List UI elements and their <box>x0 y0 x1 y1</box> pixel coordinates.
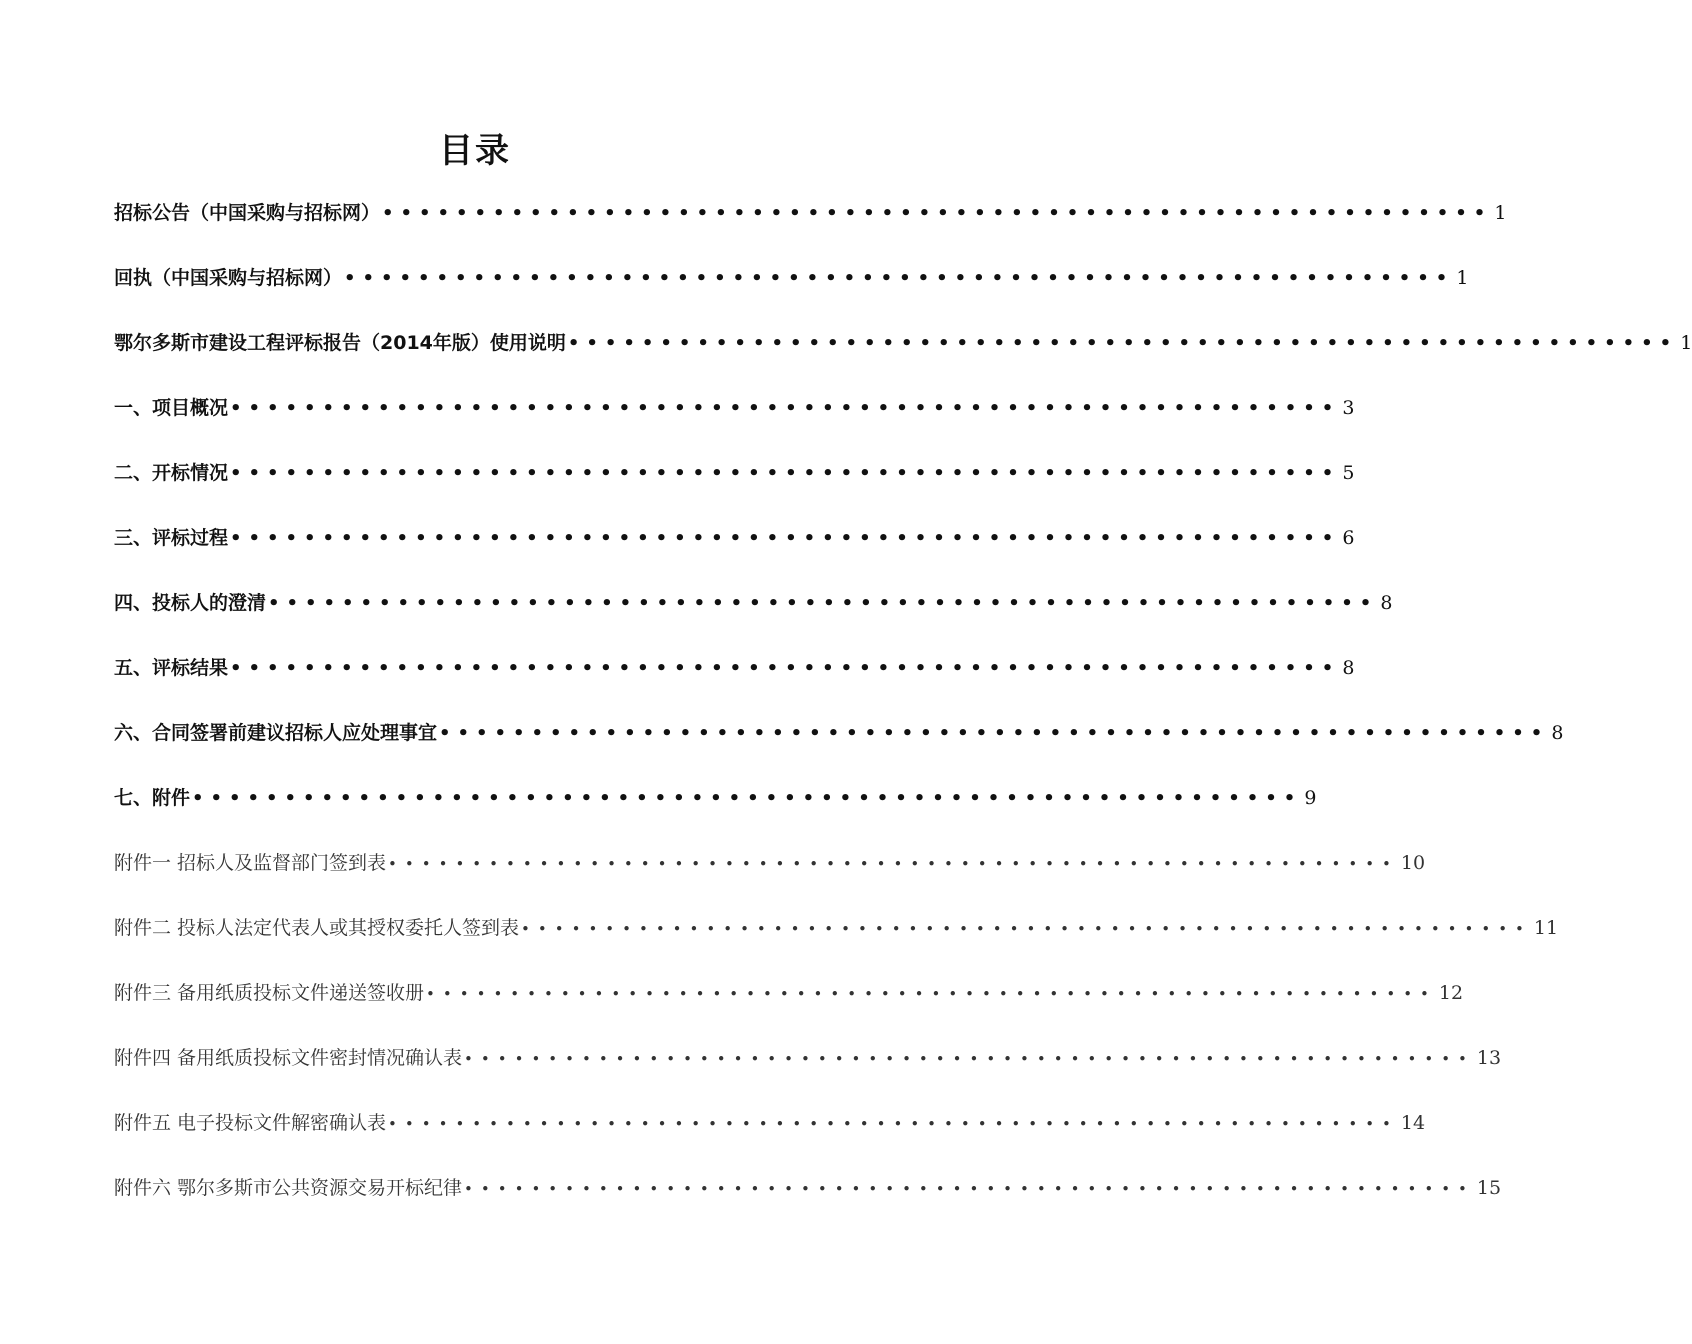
dot-leader: •••••••••••••••••••••••••••••••••••••••••••••••••••••••••••• <box>426 985 1437 1003</box>
toc-page-number: 10 <box>1400 852 1426 874</box>
toc-entry-label: 六、合同签署前建议招标人应处理事宜 <box>114 722 438 744</box>
toc-subentry[interactable] <box>114 1035 1502 1100</box>
toc-page-number: 8 <box>1380 592 1393 614</box>
toc-subentry[interactable] <box>114 1100 1426 1165</box>
toc-entry-label: 五、评标结果 <box>114 657 229 679</box>
dot-leader: •••••••••••••••••••••••••••••••••••••••••••••••••••••••••••• <box>464 1050 1475 1068</box>
toc-page-number: 3 <box>1342 397 1355 419</box>
toc-entry[interactable] <box>114 255 1469 320</box>
toc-entry-label: 附件一 招标人及监督部门签到表 <box>114 852 387 874</box>
dot-leader: •••••••••••••••••••••••••••••••••••••••••••••••••••••••••••• <box>230 398 1341 419</box>
toc-entry-label: 招标公告（中国采购与招标网） <box>114 202 381 224</box>
toc-entry[interactable] <box>114 190 1507 255</box>
toc-entry-label: 鄂尔多斯市建设工程评标报告（2014年版）使用说明 <box>114 332 566 354</box>
toc-entry[interactable] <box>114 775 1317 840</box>
toc-page-number: 8 <box>1551 722 1564 744</box>
dot-leader: •••••••••••••••••••••••••••••••••••••••••••••••••••••••••••• <box>268 593 1379 614</box>
toc-entry[interactable] <box>114 450 1355 515</box>
dot-leader: •••••••••••••••••••••••••••••••••••••••••••••••••••••••••••• <box>464 1180 1475 1198</box>
toc-entry-label: 附件三 备用纸质投标文件递送签收册 <box>114 982 425 1004</box>
toc-entry[interactable] <box>114 580 1393 645</box>
toc-entry-label: 二、开标情况 <box>114 462 229 484</box>
toc-entry-label: 附件五 电子投标文件解密确认表 <box>114 1112 387 1134</box>
toc-entry-label: 附件四 备用纸质投标文件密封情况确认表 <box>114 1047 463 1069</box>
dot-leader: •••••••••••••••••••••••••••••••••••••••••••••••••••••••••••• <box>230 463 1341 484</box>
dot-leader: •••••••••••••••••••••••••••••••••••••••••••••••••••••••••••• <box>382 203 1493 224</box>
toc-page-number: 11 <box>1533 917 1559 939</box>
toc-entry-label: 七、附件 <box>114 787 191 809</box>
toc-page-number: 9 <box>1304 787 1317 809</box>
toc-page-number: 8 <box>1342 657 1355 679</box>
toc-page-number: 6 <box>1342 527 1355 549</box>
toc-entry[interactable] <box>114 645 1355 710</box>
toc-page-number: 1 <box>1456 267 1469 289</box>
toc-entry-label: 四、投标人的澄清 <box>114 592 267 614</box>
table-of-contents <box>114 190 1692 1230</box>
dot-leader: •••••••••••••••••••••••••••••••••••••••••••••••••••••••••••• <box>521 920 1532 938</box>
dot-leader: •••••••••••••••••••••••••••••••••••••••••••••••••••••••••••• <box>439 723 1550 744</box>
toc-page-number: 14 <box>1400 1112 1426 1134</box>
toc-entry-label: 三、评标过程 <box>114 527 229 549</box>
toc-page-number: 12 <box>1438 982 1464 1004</box>
toc-page-number: 5 <box>1342 462 1355 484</box>
toc-page-number: 15 <box>1476 1177 1502 1199</box>
dot-leader: •••••••••••••••••••••••••••••••••••••••••••••••••••••••••••• <box>230 528 1341 549</box>
page-title: 目录 <box>439 131 511 171</box>
dot-leader: •••••••••••••••••••••••••••••••••••••••••••••••••••••••••••• <box>344 268 1455 289</box>
toc-entry[interactable] <box>114 710 1564 775</box>
dot-leader: •••••••••••••••••••••••••••••••••••••••••••••••••••••••••••• <box>567 333 1679 354</box>
toc-entry[interactable] <box>114 385 1355 450</box>
dot-leader: •••••••••••••••••••••••••••••••••••••••••••••••••••••••••••• <box>230 658 1341 679</box>
toc-subentry[interactable] <box>114 905 1559 970</box>
toc-entry[interactable] <box>114 320 1692 385</box>
toc-page-number: 1 <box>1680 332 1692 354</box>
toc-subentry[interactable] <box>114 1165 1502 1230</box>
toc-subentry[interactable] <box>114 840 1426 905</box>
toc-subentry[interactable] <box>114 970 1464 1035</box>
toc-page-number: 1 <box>1494 202 1507 224</box>
dot-leader: •••••••••••••••••••••••••••••••••••••••••••••••••••••••••••• <box>192 788 1303 809</box>
dot-leader: •••••••••••••••••••••••••••••••••••••••••••••••••••••••••••• <box>388 855 1399 873</box>
dot-leader: •••••••••••••••••••••••••••••••••••••••••••••••••••••••••••• <box>388 1115 1399 1133</box>
toc-entry-label: 附件六 鄂尔多斯市公共资源交易开标纪律 <box>114 1177 463 1199</box>
toc-entry[interactable] <box>114 515 1355 580</box>
toc-entry-label: 附件二 投标人法定代表人或其授权委托人签到表 <box>114 917 520 939</box>
toc-page-number: 13 <box>1476 1047 1502 1069</box>
toc-entry-label: 一、项目概况 <box>114 397 229 419</box>
toc-entry-label: 回执（中国采购与招标网） <box>114 267 343 289</box>
